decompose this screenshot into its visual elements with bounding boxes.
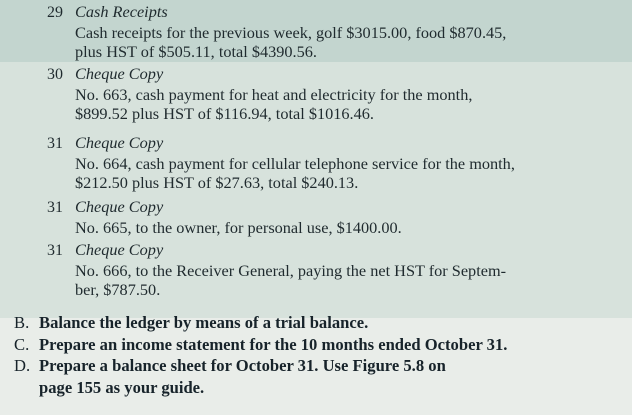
entry-line: $899.52 plus HST of $116.94, total $1016.46. — [75, 104, 374, 124]
entry-body — [47, 23, 617, 62]
task-letter: C. — [14, 334, 30, 354]
entry-body — [47, 85, 617, 124]
entry-line: $212.50 plus HST of $27.63, total $240.13. — [75, 173, 359, 193]
journal-entry — [47, 2, 617, 62]
entry-line: Cash receipts for the previous week, golf $3015.00, food $870.45, — [75, 22, 507, 42]
task-letter: D. — [14, 356, 31, 375]
entry-day: 31 — [47, 135, 63, 152]
journal-entry — [47, 64, 617, 124]
journal-entry — [47, 240, 617, 300]
task-line: Prepare a balance sheet for October 31. Use Figure 5.8 on — [39, 356, 446, 375]
journal-entry — [47, 197, 617, 237]
entry-title: Cheque Copy — [75, 197, 164, 216]
entry-line: No. 664, cash payment for cellular telephone service for the month, — [75, 153, 515, 173]
entry-line: No. 665, to the owner, for personal use, $1400.00. — [75, 217, 402, 237]
entry-line: plus HST of $505.11, total $4390.56. — [75, 42, 317, 62]
task-item — [14, 312, 624, 334]
task-letter: B. — [14, 313, 30, 332]
entry-line: No. 666, to the Receiver General, paying the net HST for Septem- — [75, 260, 507, 280]
task-line: Prepare an income statement for the 10 months ended October 31. — [39, 334, 508, 354]
entry-body — [47, 218, 617, 238]
task-text — [39, 312, 624, 334]
entry-line: ber, $787.50. — [75, 280, 161, 300]
entry-heading — [47, 240, 617, 261]
entry-body — [47, 154, 617, 193]
entry-heading — [47, 197, 617, 218]
task-text — [39, 355, 624, 398]
task-line: Balance the ledger by means of a trial balance. — [39, 313, 369, 332]
entry-line: No. 663, cash payment for heat and electricity for the month, — [75, 84, 473, 104]
entry-day: 31 — [47, 199, 63, 216]
entry-body — [47, 261, 617, 300]
task-line: page 155 as your guide. — [39, 377, 205, 397]
task-item — [14, 334, 624, 356]
entry-day: 29 — [47, 4, 63, 21]
entry-title: Cash Receipts — [75, 2, 168, 21]
entry-title: Cheque Copy — [75, 133, 164, 152]
task-item — [14, 355, 624, 398]
entry-heading — [47, 64, 617, 85]
task-text — [39, 334, 624, 356]
entry-title: Cheque Copy — [75, 240, 164, 259]
entry-heading — [47, 2, 617, 23]
journal-entry — [47, 133, 617, 193]
entry-day: 31 — [47, 242, 63, 259]
entry-heading — [47, 133, 617, 154]
entry-day: 30 — [47, 66, 63, 83]
entry-title: Cheque Copy — [75, 64, 164, 83]
task-list — [14, 312, 624, 398]
